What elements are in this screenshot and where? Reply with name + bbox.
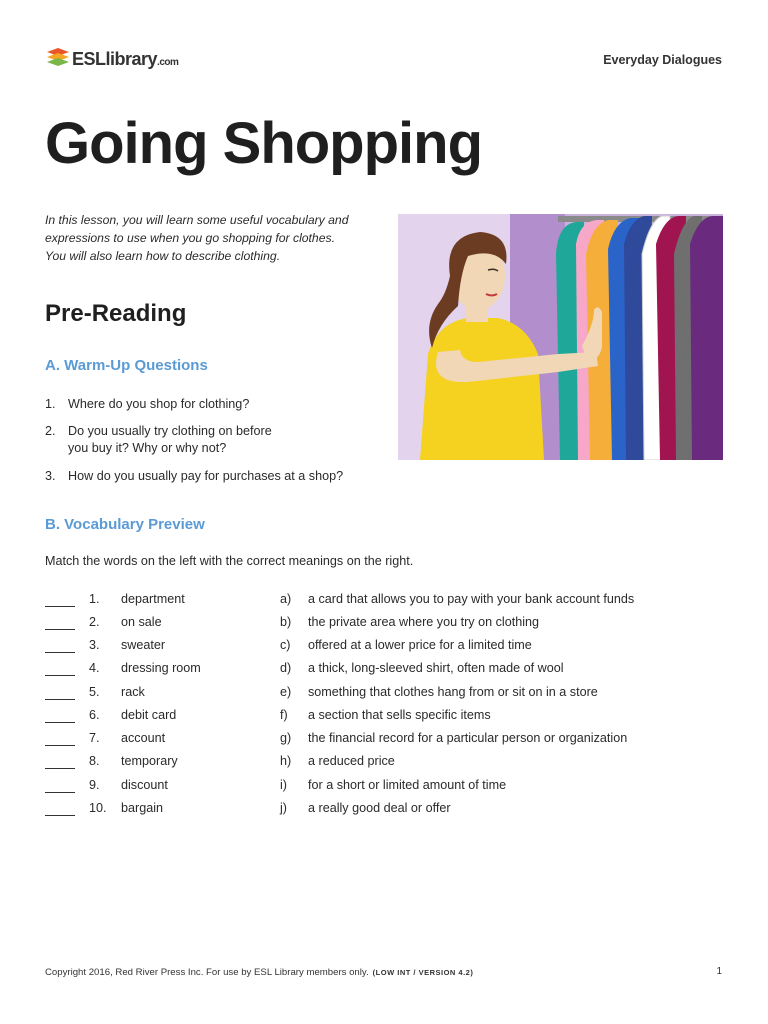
vocab-word: on sale bbox=[121, 615, 162, 629]
vocab-word: rack bbox=[121, 685, 145, 699]
vocabulary-preview-heading: B. Vocabulary Preview bbox=[45, 516, 205, 533]
answer-blank[interactable] bbox=[45, 606, 75, 607]
definition-text: a really good deal or offer bbox=[308, 801, 451, 815]
definition-letter: f) bbox=[280, 708, 288, 722]
definition-text: for a short or limited amount of time bbox=[308, 778, 507, 792]
answer-blank[interactable] bbox=[45, 768, 75, 769]
answer-blank[interactable] bbox=[45, 792, 75, 793]
vocab-word: sweater bbox=[121, 638, 166, 652]
definition-letter: a) bbox=[280, 592, 292, 606]
vocab-number: 3. bbox=[89, 638, 100, 652]
question-number: 1. bbox=[45, 397, 56, 411]
warm-up-heading: A. Warm-Up Questions bbox=[45, 357, 208, 374]
vocab-word: temporary bbox=[121, 754, 178, 768]
vocab-number: 4. bbox=[89, 661, 100, 675]
vocab-row bbox=[45, 708, 725, 726]
page-number: 1 bbox=[716, 966, 722, 977]
vocab-number: 9. bbox=[89, 778, 100, 792]
lesson-intro: In this lesson, you will learn some useful vocabulary and expressions to use when you go shopping for clothes. You will also learn how to describe clothing. bbox=[45, 213, 349, 263]
definition-letter: i) bbox=[280, 778, 287, 792]
definition-text: a section that sells specific items bbox=[308, 708, 491, 722]
vocab-word: bargain bbox=[121, 801, 164, 815]
vocab-word: discount bbox=[121, 778, 168, 792]
logo-wordmark bbox=[72, 49, 178, 70]
vocab-number: 10. bbox=[89, 801, 107, 815]
warm-up-question bbox=[45, 468, 375, 486]
vocab-row bbox=[45, 638, 725, 656]
vocab-number: 8. bbox=[89, 754, 100, 768]
book-stack-icon bbox=[45, 46, 71, 70]
definition-text: the private area where you try on clothing bbox=[308, 615, 540, 629]
vocab-word: department bbox=[121, 592, 185, 606]
definition-text: a reduced price bbox=[308, 754, 395, 768]
answer-blank[interactable] bbox=[45, 745, 75, 746]
answer-blank[interactable] bbox=[45, 815, 75, 816]
section-heading-pre-reading: Pre-Reading bbox=[45, 300, 187, 327]
level-version: (LOW INT / VERSION 4.2) bbox=[372, 968, 474, 977]
definition-text: a thick, long-sleeved shirt, often made of wool bbox=[308, 661, 564, 675]
vocab-row bbox=[45, 801, 725, 819]
question-text: Where do you shop for clothing? bbox=[68, 397, 250, 411]
vocab-row bbox=[45, 592, 725, 610]
definition-letter: d) bbox=[280, 661, 292, 675]
answer-blank[interactable] bbox=[45, 629, 75, 630]
vocab-row bbox=[45, 661, 725, 679]
definition-letter: g) bbox=[280, 731, 292, 745]
definition-text: a card that allows you to pay with your bank account funds bbox=[308, 592, 635, 606]
vocab-row bbox=[45, 731, 725, 749]
definition-text: the financial record for a particular person or organization bbox=[308, 731, 628, 745]
woman-shopping-illustration bbox=[398, 214, 723, 460]
vocab-word: dressing room bbox=[121, 661, 201, 675]
warm-up-question bbox=[45, 423, 375, 459]
vocab-number: 7. bbox=[89, 731, 100, 745]
logo-suffix: .com bbox=[157, 57, 179, 68]
definition-letter: j) bbox=[280, 801, 287, 815]
question-text: How do you usually pay for purchases at a shop? bbox=[68, 469, 344, 483]
definition-letter: c) bbox=[280, 638, 291, 652]
vocab-row bbox=[45, 754, 725, 772]
answer-blank[interactable] bbox=[45, 699, 75, 700]
question-text: Do you usually try clothing on before you buy it? Why or why not? bbox=[68, 424, 272, 455]
definition-letter: b) bbox=[280, 615, 292, 629]
vocab-number: 1. bbox=[89, 592, 100, 606]
vocab-row bbox=[45, 615, 725, 633]
vocab-number: 6. bbox=[89, 708, 100, 722]
vocab-word: debit card bbox=[121, 708, 177, 722]
vocab-number: 5. bbox=[89, 685, 100, 699]
definition-text: offered at a lower price for a limited time bbox=[308, 638, 532, 652]
definition-letter: e) bbox=[280, 685, 292, 699]
logo-text: ESLlibrary bbox=[72, 49, 158, 69]
copyright-footer bbox=[45, 967, 473, 978]
warm-up-question bbox=[45, 396, 375, 414]
answer-blank[interactable] bbox=[45, 652, 75, 653]
definition-text: something that clothes hang from or sit on in a store bbox=[308, 685, 598, 699]
answer-blank[interactable] bbox=[45, 722, 75, 723]
definition-letter: h) bbox=[280, 754, 292, 768]
question-number: 2. bbox=[45, 424, 56, 438]
vocab-row bbox=[45, 685, 725, 703]
series-label: Everyday Dialogues bbox=[603, 53, 722, 67]
matching-instructions: Match the words on the left with the correct meanings on the right. bbox=[45, 554, 414, 568]
shopping-illustration bbox=[398, 214, 723, 460]
page-title: Going Shopping bbox=[45, 111, 483, 176]
copyright-text: Copyright 2016, Red River Press Inc. For use by ESL Library members only. bbox=[45, 967, 369, 978]
question-number: 3. bbox=[45, 469, 56, 483]
vocab-row bbox=[45, 778, 725, 796]
vocab-word: account bbox=[121, 731, 166, 745]
vocab-number: 2. bbox=[89, 615, 100, 629]
answer-blank[interactable] bbox=[45, 675, 75, 676]
